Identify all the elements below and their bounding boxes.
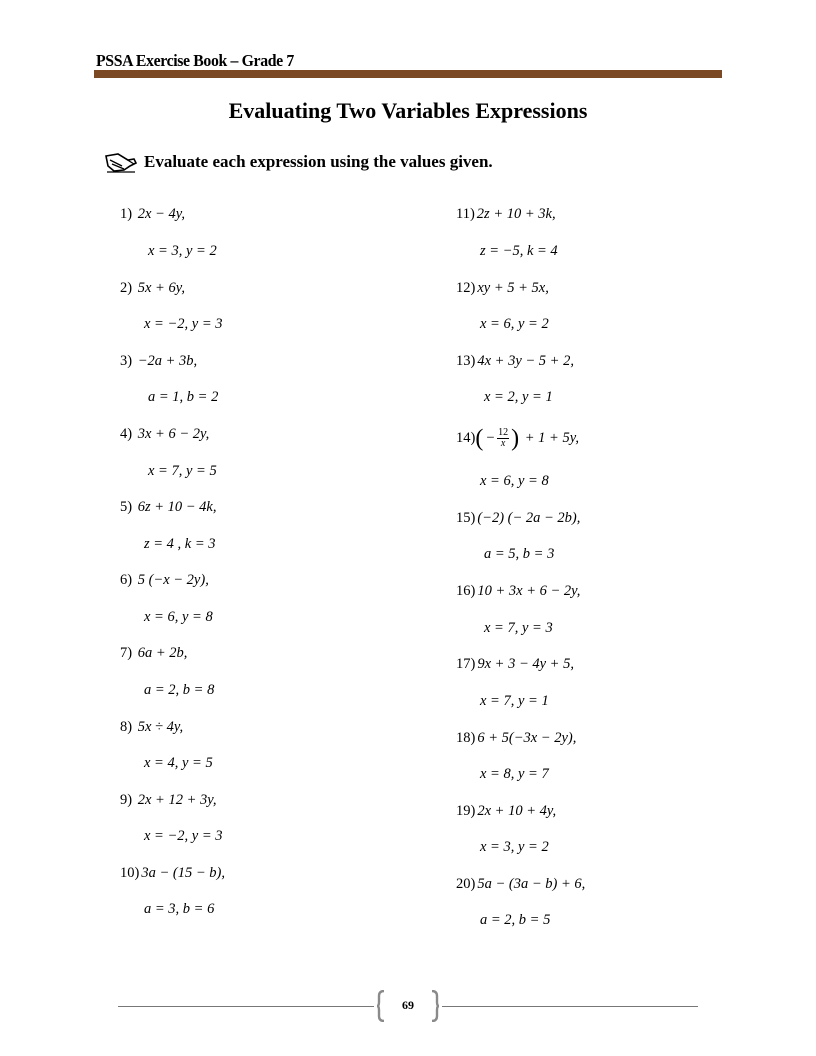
problem-expression: 4x + 3y − 5 + 2, xyxy=(477,353,574,369)
problem-number: 7) xyxy=(120,645,133,661)
problem-expression: 5 (−x − 2y), xyxy=(137,572,209,588)
problem-values: a = 2, b = 5 xyxy=(480,912,551,928)
problem-13 xyxy=(456,353,574,370)
problem-expression: 3x + 6 − 2y, xyxy=(137,426,210,442)
problem-number: 13) xyxy=(456,353,476,369)
problem-expression: 5x ÷ 4y, xyxy=(137,719,184,735)
problem-number: 11) xyxy=(456,206,475,222)
problem-number: 4) xyxy=(120,426,133,442)
problem-expression: xy + 5 + 5x, xyxy=(477,280,549,296)
problem-15 xyxy=(456,510,580,527)
problem-7 xyxy=(120,645,187,662)
problem-19 xyxy=(456,803,556,820)
problem-17 xyxy=(456,656,574,673)
problem-expression: 3a − (15 − b), xyxy=(141,865,225,881)
writing-hand-icon xyxy=(104,150,138,174)
problem-expression: −2a + 3b, xyxy=(137,353,198,369)
problem-11 xyxy=(456,206,556,223)
problem-18 xyxy=(456,730,576,747)
right-bracket-icon xyxy=(430,990,440,1022)
problem-number: 3) xyxy=(120,353,133,369)
problem-number: 5) xyxy=(120,499,133,515)
left-paren: ( xyxy=(475,425,484,452)
problem-number: 6) xyxy=(120,572,133,588)
problem-expression: 6a + 2b, xyxy=(137,645,188,661)
fraction-denominator: x xyxy=(500,438,506,449)
problem-expression: + 1 + 5y, xyxy=(524,429,579,446)
instruction xyxy=(104,150,493,174)
problem-4 xyxy=(120,426,209,443)
header-rule xyxy=(94,70,722,78)
footer-rule-left xyxy=(118,1006,374,1007)
problem-number: 19) xyxy=(456,803,476,819)
problem-expression: 2x + 12 + 3y, xyxy=(137,792,217,808)
fraction-numerator: 12 xyxy=(498,427,509,438)
problem-expression: 2x − 4y, xyxy=(137,206,185,222)
problem-number: 10) xyxy=(120,865,140,881)
problem-2 xyxy=(120,280,185,297)
problem-20 xyxy=(456,876,585,893)
problem-14 xyxy=(456,425,579,452)
problem-3 xyxy=(120,353,197,370)
problem-values: x = −2, y = 3 xyxy=(144,828,223,844)
problem-number: 9) xyxy=(120,792,133,808)
instruction-text: Evaluate each expression using the values given. xyxy=(144,152,493,171)
right-paren: ) xyxy=(511,425,520,452)
problem-expression: 5a − (3a − b) + 6, xyxy=(477,876,586,892)
problem-values: a = 5, b = 3 xyxy=(484,546,555,562)
problem-expression: (−2) (− 2a − 2b), xyxy=(477,510,581,526)
problem-number: 16) xyxy=(456,583,476,599)
problem-number: 20) xyxy=(456,876,476,892)
problem-values: x = 6, y = 2 xyxy=(480,316,549,332)
problem-5 xyxy=(120,499,217,516)
problem-9 xyxy=(120,792,217,809)
problem-expression: 6z + 10 − 4k, xyxy=(137,499,217,515)
problem-values: z = 4 , k = 3 xyxy=(144,536,216,552)
fraction xyxy=(497,428,509,449)
problem-expression: 2z + 10 + 3k, xyxy=(476,206,556,222)
problem-values: x = −2, y = 3 xyxy=(144,316,223,332)
problem-values: a = 1, b = 2 xyxy=(148,389,219,405)
problem-number: 15) xyxy=(456,510,476,526)
problem-expression: 5x + 6y, xyxy=(137,280,185,296)
problem-number: 12) xyxy=(456,280,476,296)
problem-values: x = 6, y = 8 xyxy=(480,473,549,489)
problem-values: x = 7, y = 1 xyxy=(480,693,549,709)
page-number: 69 xyxy=(402,998,414,1012)
problem-values: x = 3, y = 2 xyxy=(148,243,217,259)
problem-expression: 6 + 5(−3x − 2y), xyxy=(477,730,577,746)
problem-values: a = 3, b = 6 xyxy=(144,901,215,917)
fraction-sign: − xyxy=(485,429,496,446)
problem-values: x = 7, y = 5 xyxy=(148,463,217,479)
header-title: PSSA Exercise Book – Grade 7 xyxy=(96,51,294,70)
problem-values: z = −5, k = 4 xyxy=(480,243,558,259)
problem-number: 17) xyxy=(456,656,476,672)
problem-8 xyxy=(120,719,183,736)
problem-number: 1) xyxy=(120,206,133,222)
footer-rule-right xyxy=(442,1006,698,1007)
problem-values: x = 8, y = 7 xyxy=(480,766,549,782)
problem-number: 14) xyxy=(456,429,476,446)
problem-values: x = 6, y = 8 xyxy=(144,609,213,625)
problem-10 xyxy=(120,865,225,882)
problem-12 xyxy=(456,280,549,297)
left-bracket-icon xyxy=(376,990,386,1022)
problem-1 xyxy=(120,206,185,223)
problem-6 xyxy=(120,572,209,589)
problem-values: x = 2, y = 1 xyxy=(484,389,553,405)
problem-values: x = 3, y = 2 xyxy=(480,839,549,855)
problem-values: x = 4, y = 5 xyxy=(144,755,213,771)
problem-expression: 9x + 3 − 4y + 5, xyxy=(477,656,574,672)
problem-number: 18) xyxy=(456,730,476,746)
problem-expression: 10 + 3x + 6 − 2y, xyxy=(477,583,581,599)
problem-number: 2) xyxy=(120,280,133,296)
problem-16 xyxy=(456,583,580,600)
problem-values: x = 7, y = 3 xyxy=(484,620,553,636)
problem-number: 8) xyxy=(120,719,133,735)
page-title: Evaluating Two Variables Expressions xyxy=(228,98,588,123)
problem-expression: 2x + 10 + 4y, xyxy=(477,803,557,819)
problem-values: a = 2, b = 8 xyxy=(144,682,215,698)
